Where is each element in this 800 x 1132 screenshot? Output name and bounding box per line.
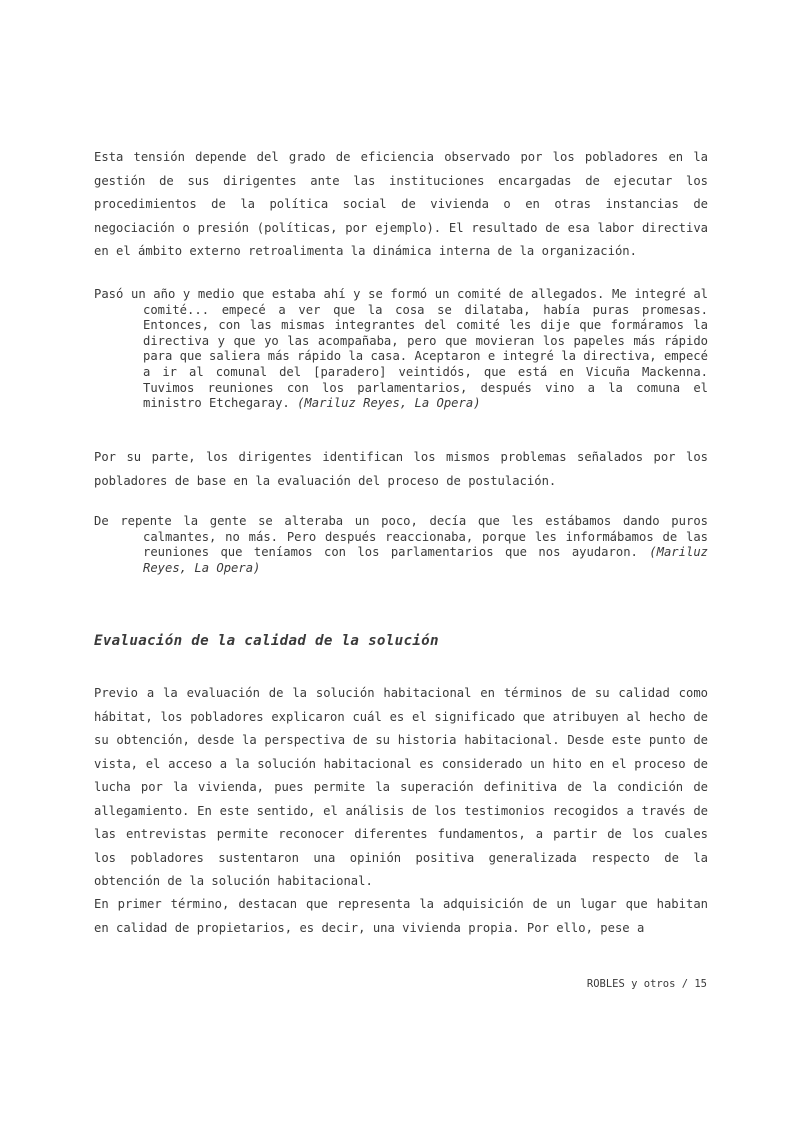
blockquote-mariluz-2	[94, 514, 708, 576]
paragraph-dirigentes: Por su parte, los dirigentes identifican los mismos problemas señalados por los pobladores de base en la evaluación del proceso de postulación.	[94, 450, 708, 488]
quote-text: De repente la gente se alteraba un poco, decía que les estábamos dando puros calmantes, no más. Pero después reaccionaba, porque les informábamos de las reuniones que teníamos con los parlamentarios que nos ayudaron.	[94, 514, 708, 560]
paragraph-tension: Esta tensión depende del grado de eficiencia observado por los pobladores en la gestión de sus dirigentes ante las instituciones encargadas de ejecutar los procedimientos de la política social de vivienda o en otras instancias de negociación o presión (políticas, por ejemplo). El resultado de esa labor directiva en el ámbito externo retroalimenta la dinámica interna de la organización.	[94, 150, 708, 258]
section-heading: Evaluación de la calidad de la solución	[94, 633, 439, 649]
paragraph-primer-termino: En primer término, destacan que representa la adquisición de un lugar que habitan en calidad de propietarios, es decir, una vivienda propia. Por ello, pese a	[94, 897, 708, 935]
blockquote-mariluz-1	[94, 287, 708, 412]
quote-citation: (Mariluz Reyes, La Opera)	[143, 545, 708, 575]
quote-citation: (Mariluz Reyes, La Opera)	[297, 396, 481, 411]
page-footer: ROBLES y otros / 15	[586, 978, 707, 990]
paragraph-previo: Previo a la evaluación de la solución habitacional en términos de su calidad como hábitat, los pobladores explicaron cuál es el significado que atribuyen al hecho de su obtención, desde la perspectiva de su historia habitacional. Desde este punto de vista, el acceso a la solución habitacional es considerado un hito en el proceso de lucha por la vivienda, pues permite la superación definitiva de la condición de allegamiento. En este sentido, el análisis de los testimonios recogidos a través de las entrevistas permite reconocer diferentes fundamentos, a partir de los cuales los pobladores sustentaron una opinión positiva generalizada respecto de la obtención de la solución habitacional.	[94, 686, 708, 888]
quote-text: Pasó un año y medio que estaba ahí y se formó un comité de allegados. Me integré al comité... empecé a ver que la cosa se dilataba, había puras promesas. Entonces, con las mismas integrantes del comité les dije que formáramos la directiva y que yo las acompañaba, pero que movieran los papeles más rápido para que saliera más rápido la casa. Aceptaron e integré la directiva, empecé a ir al comunal del [paradero] veintidós, que está en Vicuña Mackenna. Tuvimos reuniones con los parlamentarios, después vino a la comuna el ministro Etchegaray.	[94, 287, 708, 411]
